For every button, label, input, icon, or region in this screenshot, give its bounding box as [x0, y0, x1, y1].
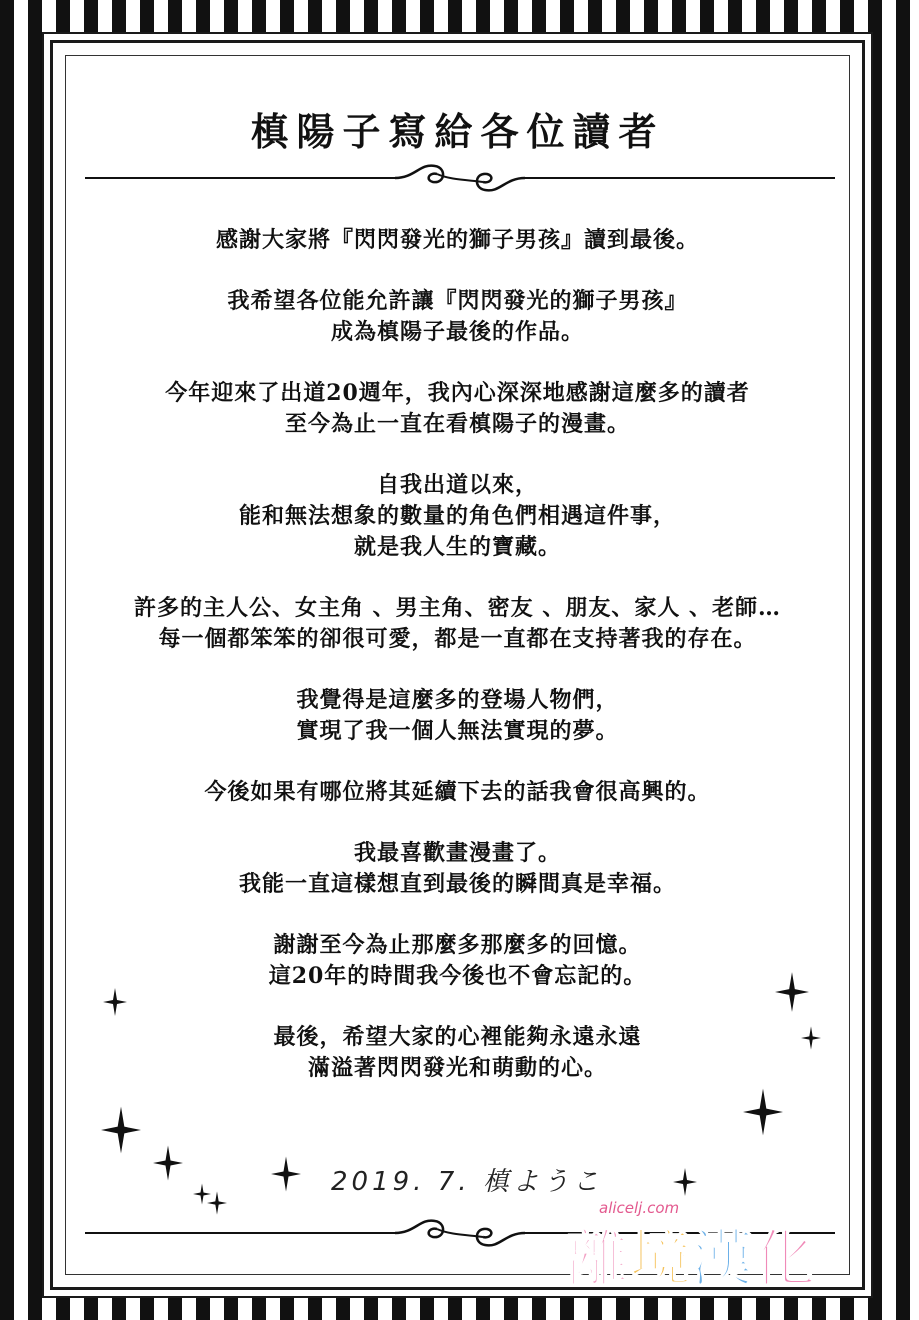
letter-line: 自我出道以來，: [376, 472, 538, 498]
letter-line: 成為槙陽子最後的作品。: [330, 319, 584, 345]
flourish-divider-icon: [85, 158, 835, 198]
letter-line: 這20年的時間我今後也不會忘記的。: [268, 963, 647, 989]
sparkle-icon: [101, 1105, 141, 1155]
letter-paragraph: [93, 685, 822, 747]
letter-paragraph: [93, 593, 822, 655]
letter-line: 許多的主人公、女主角 、男主角、密友 、朋友、家人 、老師…: [134, 595, 781, 621]
letter-paragraph: [93, 225, 822, 256]
sparkle-icon: [207, 1191, 227, 1215]
letter-paragraph: [93, 286, 822, 348]
sparkle-icon: [801, 1025, 821, 1051]
letter-line: 我希望各位能允許讓『閃閃發光的獅子男孩』: [227, 288, 688, 314]
watermark-logo: [567, 1209, 815, 1298]
watermark-char: 化: [753, 1222, 816, 1295]
sparkle-icon: [103, 988, 127, 1016]
letter-paragraph: [93, 838, 822, 900]
letter-line: 我覺得是這麼多的登場人物們，: [296, 687, 619, 713]
letter-line: 就是我人生的寶藏。: [353, 534, 561, 560]
sparkle-icon: [271, 1155, 301, 1193]
letter-paragraph: [93, 378, 822, 440]
letter-line: 今年迎來了出道20週年，我內心深深地感謝這麼多的讀者: [165, 380, 750, 406]
watermark-char: 境: [629, 1222, 692, 1295]
letter-line: 至今為止一直在看槙陽子的漫畫。: [284, 411, 630, 437]
letter-line: 謝謝至今為止那麼多那麼多的回憶。: [273, 932, 642, 958]
letter-line: 感謝大家將『閃閃發光的獅子男孩』讀到最後。: [215, 227, 699, 253]
sparkle-icon: [673, 1167, 697, 1197]
letter-card: [50, 40, 865, 1290]
letter-line: 實現了我一個人無法實現的夢。: [296, 718, 619, 744]
letter-line: 我能一直這樣想直到最後的瞬間真是幸福。: [238, 871, 676, 897]
page-title: 槙陽子寫給各位讀者: [250, 109, 665, 154]
letter-paragraph: [93, 1022, 822, 1084]
letter-line: 今後如果有哪位將其延續下去的話我會很高興的。: [204, 779, 711, 805]
letter-paragraph: [93, 470, 822, 563]
watermark-url: alicelj.com: [599, 1199, 680, 1217]
handwritten-signature: 2019. 7. 槙ようこ: [331, 1167, 603, 1197]
letter-line: 能和無法想象的數量的角色們相遇這件事，: [238, 503, 676, 529]
scanlation-watermark: [567, 1195, 867, 1305]
letter-paragraph: [93, 777, 822, 808]
watermark-char: 離: [567, 1222, 630, 1295]
sparkle-icon: [153, 1145, 183, 1181]
sparkle-icon: [743, 1087, 783, 1137]
letter-line: 最後，希望大家的心裡能夠永遠永遠: [273, 1024, 642, 1050]
letter-line: 我最喜歡畫漫畫了。: [353, 840, 561, 866]
letter-line: 滿溢著閃閃發光和萌動的心。: [307, 1055, 607, 1081]
letter-line: 每一個都笨笨的卻很可愛，都是一直都在支持著我的存在。: [158, 626, 757, 652]
letter-body: [93, 225, 822, 1114]
sparkle-icon: [775, 971, 809, 1013]
watermark-char: 漢: [691, 1222, 754, 1295]
letter-paragraph: [93, 930, 822, 992]
